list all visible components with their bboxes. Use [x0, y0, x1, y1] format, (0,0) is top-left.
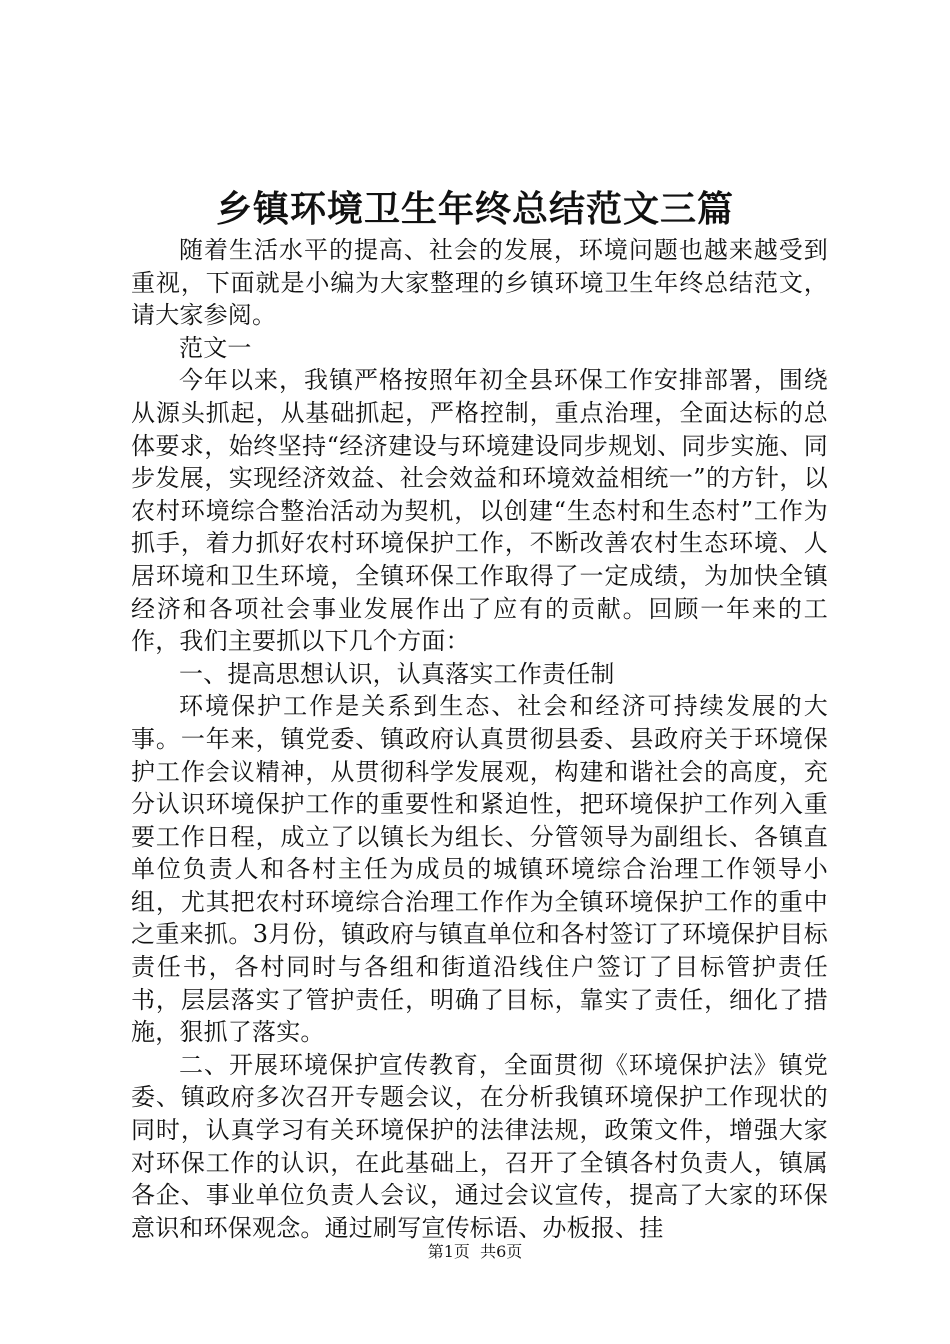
document-title: 乡镇环境卫生年终总结范文三篇	[215, 188, 734, 230]
body-paragraph: 今年以来，我镇严格按照年初全县环保工作安排部署，围绕从源头抓起，从基础抓起，严格控制，重点治理，全面达标的总体要求，始终坚持“经济建设与环境建设同步规划、同步实施、同步发展，实现经济效益、社会效益和环境效益相统一”的方针，以农村环境综合整治活动为契机，以创建“生态村和生态村”工作为抓手，着力抓好农村环境保护工作，不断改善农村生态环境、人居环境和卫生环境，全镇环保工作取得了一定成绩，为加快全镇经济和各项社会事业发展作出了应有的贡献。回顾一年来的工作，我们主要抓以下几个方面：	[131, 366, 828, 656]
document-body	[131, 234, 828, 1244]
page-number-label: 第1页 共6页	[427, 1242, 523, 1261]
section-heading-sample-one: 范文一	[179, 333, 252, 362]
subheading-one: 一、提高思想认识，认真落实工作责任制	[179, 659, 615, 688]
body-paragraph: 二、开展环境保护宣传教育，全面贯彻《环境保护法》镇党委、镇政府多次召开专题会议，在分析我镇环境保护工作现状的同时，认真学习有关环境保护的法律法规，政策文件，增强大家对环保工作的认识，在此基础上，召开了全镇各村负责人，镇属各企、事业单位负责人会议，通过会议宣传，提高了大家的环保意识和环保观念。通过刷写宣传标语、办板报、挂	[131, 1050, 828, 1242]
page-footer	[0, 1242, 950, 1262]
body-paragraph: 环境保护工作是关系到生态、社会和经济可持续发展的大事。一年来，镇党委、镇政府认真贯彻县委、县政府关于环境保护工作会议精神，从贯彻科学发展观，构建和谐社会的高度，充分认识环境保护工作的重要性和紧迫性，把环境保护工作列入重要工作日程，成立了以镇长为组长、分管领导为副组长、各镇直单位负责人和各村主任为成员的城镇环境综合治理工作领导小组，尤其把农村环境综合治理工作作为全镇环境保护工作的重中之重来抓。3月份，镇政府与镇直单位和各村签订了环境保护目标责任书，各村同时与各组和街道沿线住户签订了目标管护责任书，层层落实了管护责任，明确了目标，靠实了责任，细化了措施，狠抓了落实。	[131, 692, 828, 1047]
intro-paragraph: 随着生活水平的提高、社会的发展，环境问题也越来越受到重视，下面就是小编为大家整理的乡镇环境卫生年终总结范文，请大家参阅。	[131, 236, 828, 330]
